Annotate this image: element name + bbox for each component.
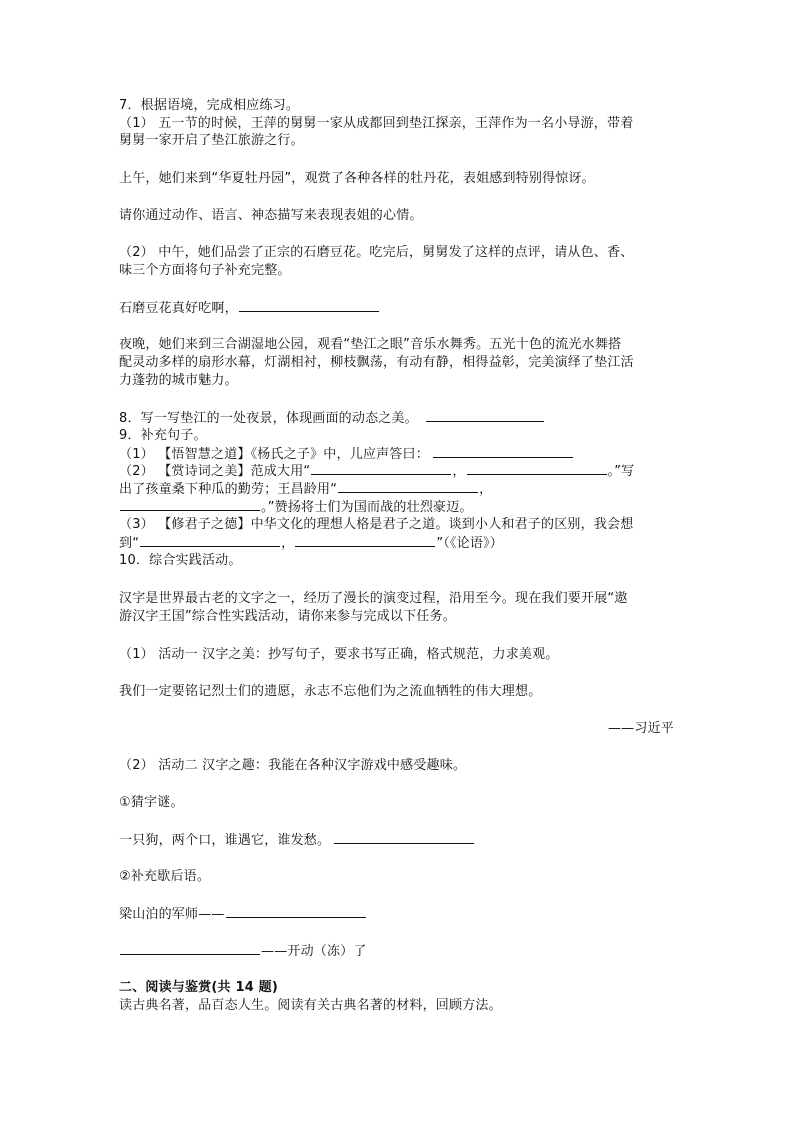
question-9-2-text-b: 。”写 [607,464,635,479]
paragraph-task: 请你通过动作、语言、神态描写来表现表姐的心情。 [119,208,423,223]
comma: ， [479,482,493,497]
activity-2: （2） 活动二 汉字之趣：我能在各种汉字游戏中感受趣味。 [119,758,467,773]
section-2-intro: 读古典名著，品百态人生。阅读有关古典名著的材料，回顾方法。 [119,998,502,1013]
answer-blank-q9-2-c[interactable] [338,480,478,493]
quote-text: 我们一定要铭记烈士们的遗愿，永志不忘他们为之流血牺牲的伟大理想。 [119,684,542,699]
tofu-sentence-text: 石磨豆花真好吃啊， [119,301,238,316]
section-2-heading: 二、阅读与鉴赏(共 14 题) [119,980,279,995]
question-9-3-text-b: ”（《论语》） [436,536,503,551]
question-8-text: 8．写一写垫江的一处夜景，体现画面的动态之美。 [119,411,418,426]
question-10-title: 10．综合实践活动。 [119,553,242,568]
answer-blank-q9-3-b[interactable] [295,534,435,547]
answer-blank-tofu[interactable] [239,299,379,312]
activity-1: （1） 活动一 汉字之美：抄写句子，要求书写正确，格式规范，力求美观。 [119,647,559,662]
paragraph-hanzi-line-1: 汉字是世界最古老的文字之一，经历了漫长的演变过程，沿用至今。现在我们要开展“遨 [119,591,628,606]
answer-blank-xiehouyu-2[interactable] [120,942,260,955]
answer-blank-q9-3-a[interactable] [140,534,280,547]
answer-blank-q9-2-a[interactable] [311,462,451,475]
paragraph-night-line-3: 力蓬勃的城市魅力。 [119,373,238,388]
paragraph-night-line-1: 夜晚，她们来到三合湖湿地公园，观看“垫江之眼”音乐水舞秀。五光十色的流光水舞搭 [119,337,622,352]
question-7-2-line-1: （2） 中午，她们品尝了正宗的石磨豆花。吃完后，舅舅发了这样的点评，请从色、香、 [119,245,634,260]
xiehouyu-text-1: 梁山泊的军师—— [119,907,225,922]
question-9-2-text-a: （2） 【赏诗词之美】范成大用“ [119,464,311,479]
question-9-2-line-2 [119,480,492,498]
riddle-text: 一只狗，两个口，谁遇它，谁发愁。 [119,833,331,848]
answer-blank-q9-2-d[interactable] [120,498,260,511]
answer-blank-xiehouyu-1[interactable] [226,905,366,918]
question-9-2-text-d: 。”赞扬将士们为国而战的壮烈豪迈。 [261,500,473,515]
question-9-2-line-1 [119,462,634,480]
question-7-2-line-2: 味三个方面将句子补充完整。 [119,263,291,278]
question-9-1 [119,445,574,463]
comma: ， [281,536,295,551]
riddle-line [119,831,475,849]
question-9-3-line-2 [119,534,503,552]
paragraph-morning: 上午，她们来到“华夏牡丹园”，观赏了各种各样的牡丹花，表姐感到特别得惊讶。 [119,171,595,186]
question-9-title: 9．补充句子。 [119,428,207,443]
paragraph-night-line-2: 配灵动多样的扇形水幕，灯湖相衬，柳枝飘荡，有动有静，相得益彰，完美演绎了垫江活 [119,355,634,370]
question-7-1-line-1: （1） 五一节的时候，王萍的舅舅一家从成都回到垫江探亲，王萍作为一名小导游，带着 [119,116,634,131]
question-9-1-text: （1） 【悟智慧之道】《杨氏之子》中，儿应声答曰： [119,447,429,462]
xiehouyu-line-1 [119,905,367,923]
question-9-3-text-a: 到“ [119,536,140,551]
xiehouyu-text-2: ——开动（冻）了 [261,944,367,959]
quote-author: ——习近平 [607,721,674,736]
answer-blank-q9-2-b[interactable] [467,462,607,475]
answer-blank-riddle[interactable] [334,831,474,844]
xiehouyu-title: ②补充歇后语。 [119,869,211,884]
question-9-2-line-3 [119,498,473,516]
question-9-2-text-c: 出了孩童桑下种瓜的勤劳；王昌龄用“ [119,482,338,497]
tofu-sentence [119,299,380,317]
riddle-title: ①猜字谜。 [119,795,184,810]
question-9-3-line-1: （3） 【修君子之德】中华文化的理想人格是君子之道。谈到小人和君子的区别，我会想 [119,517,634,532]
question-7-1-line-2: 舅舅一家开启了垫江旅游之行。 [119,133,304,148]
question-8 [119,409,545,427]
paragraph-hanzi-line-2: 游汉字王国”综合性实践活动，请你来参与完成以下任务。 [119,609,456,624]
question-7-title: 7．根据语境，完成相应练习。 [119,98,300,113]
answer-blank-q8[interactable] [426,409,544,422]
answer-blank-q9-1[interactable] [433,445,573,458]
comma: ， [452,464,466,479]
xiehouyu-line-2 [119,942,367,960]
